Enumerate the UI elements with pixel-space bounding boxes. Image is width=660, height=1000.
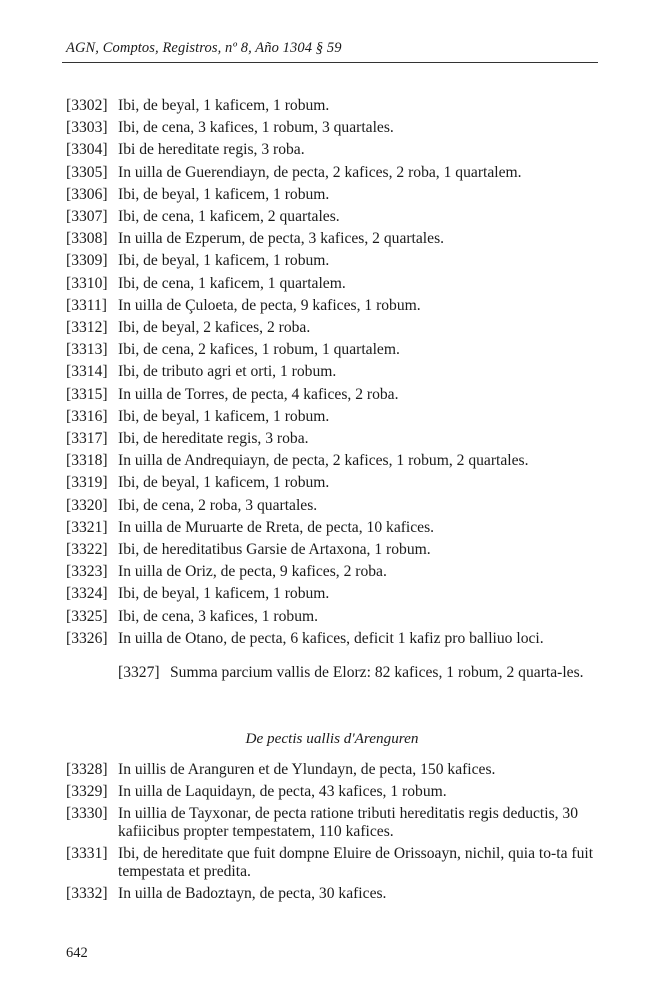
entry-number: [3322] — [66, 541, 108, 559]
entry-3302 — [66, 95, 606, 117]
entry-3309 — [66, 250, 606, 272]
entry-number: [3304] — [66, 141, 108, 159]
entry-text: In uilla de Çuloeta, de pecta, 9 kafices, 1 robum. — [118, 296, 421, 314]
entry-text: Ibi, de beyal, 1 kaficem, 1 robum. — [118, 185, 330, 203]
entry-number: [3326] — [66, 629, 108, 647]
entry-3332 — [66, 883, 606, 905]
entry-number: [3311] — [66, 296, 107, 314]
entry-number: [3316] — [66, 407, 108, 425]
entry-number: [3331] — [66, 845, 108, 863]
entry-3321 — [66, 517, 606, 539]
entry-text: Ibi, de cena, 3 kafices, 1 robum. — [118, 607, 319, 625]
entry-text: Ibi, de hereditate regis, 3 roba. — [118, 430, 309, 448]
entry-number: [3325] — [66, 607, 108, 625]
entry-3315 — [66, 384, 606, 406]
header-rule — [62, 62, 598, 63]
entry-3307 — [66, 206, 606, 228]
entry-3304 — [66, 139, 606, 161]
entry-3330 — [66, 803, 606, 843]
entry-text: In uilla de Laquidayn, de pecta, 43 kafices, 1 robum. — [118, 783, 447, 801]
running-head: AGN, Comptos, Registros, nº 8, Año 1304 § 59 — [66, 40, 342, 56]
entry-number: [3332] — [66, 885, 108, 903]
entry-text: Ibi, de tributo agri et orti, 1 robum. — [118, 363, 337, 381]
entry-3323 — [66, 561, 606, 583]
entry-3305 — [66, 162, 606, 184]
entry-3326 — [66, 628, 606, 650]
entry-number: [3319] — [66, 474, 108, 492]
entry-text: In uilla de Muruarte de Rreta, de pecta, 10 kafices. — [118, 518, 435, 536]
entry-text: Ibi, de cena, 1 kaficem, 1 quartalem. — [118, 274, 346, 292]
entry-number: [3313] — [66, 341, 108, 359]
entry-text: In uilla de Torres, de pecta, 4 kafices, 2 roba. — [118, 385, 399, 403]
section-heading: De pectis uallis d'Arenguren — [245, 730, 419, 747]
entry-number: [3324] — [66, 585, 108, 603]
entries-list-2 — [66, 759, 606, 906]
entry-number: [3323] — [66, 563, 108, 581]
entry-3310 — [66, 273, 606, 295]
entry-text: Ibi, de beyal, 1 kaficem, 1 robum. — [118, 585, 330, 603]
entry-text: In uilla de Otano, de pecta, 6 kafices, deficit 1 kafiz pro balliuo loci. — [118, 629, 544, 647]
entry-text: Ibi, de beyal, 2 kafices, 2 roba. — [118, 319, 311, 337]
entry-text: In uillia de Tayxonar, de pecta ratione tributi hereditatis regis deductis, 30 kafiicibus propter tempestatem, 110 kafices. — [118, 805, 579, 841]
entry-text: In uilla de Badoztayn, de pecta, 30 kafices. — [118, 885, 387, 903]
entry-number: [3328] — [66, 761, 108, 778]
entry-3329 — [66, 781, 606, 803]
entry-number: [3306] — [66, 185, 108, 203]
entry-text: Ibi de hereditate regis, 3 roba. — [118, 141, 305, 159]
entry-3313 — [66, 339, 606, 361]
entry-text: Ibi, de cena, 2 kafices, 1 robum, 1 quartalem. — [118, 341, 400, 359]
entry-number: [3314] — [66, 363, 108, 381]
entry-3308 — [66, 228, 606, 250]
entry-text: Ibi, de hereditate que fuit dompne Eluire de Orissoayn, nichil, quia to-ta fuit tempestata et predita. — [118, 845, 594, 881]
entry-3325 — [66, 606, 606, 628]
entry-3303 — [66, 117, 606, 139]
entry-text: Ibi, de hereditatibus Garsie de Artaxona, 1 robum. — [118, 541, 431, 559]
entry-number: [3308] — [66, 230, 108, 248]
entry-text: In uilla de Guerendiayn, de pecta, 2 kafices, 2 roba, 1 quartalem. — [118, 163, 522, 181]
summa-entry — [118, 664, 598, 683]
entry-number: [3302] — [66, 97, 108, 114]
entry-number: [3327] — [118, 664, 160, 681]
entry-3312 — [66, 317, 606, 339]
entry-3328 — [66, 759, 606, 781]
entry-3331 — [66, 843, 606, 883]
entry-text: Ibi, de beyal, 1 kaficem, 1 robum. — [118, 407, 330, 425]
entry-3324 — [66, 583, 606, 605]
entry-number: [3312] — [66, 319, 108, 337]
entry-text: Summa parcium vallis de Elorz: 82 kafices, 1 robum, 2 quarta-les. — [170, 664, 584, 681]
entry-3316 — [66, 406, 606, 428]
entry-text: In uilla de Oriz, de pecta, 9 kafices, 2 roba. — [118, 563, 387, 581]
entry-text: Ibi, de beyal, 1 kaficem, 1 robum. — [118, 252, 330, 270]
entry-text: Ibi, de cena, 3 kafices, 1 robum, 3 quartales. — [118, 119, 394, 137]
entry-3322 — [66, 539, 606, 561]
entry-text: Ibi, de beyal, 1 kaficem, 1 robum. — [118, 97, 330, 114]
entry-number: [3318] — [66, 452, 108, 470]
entry-number: [3317] — [66, 430, 108, 448]
page-number: 642 — [66, 945, 88, 961]
entry-text: Ibi, de cena, 1 kaficem, 2 quartales. — [118, 208, 340, 226]
entry-text: In uilla de Andrequiayn, de pecta, 2 kafices, 1 robum, 2 quartales. — [118, 452, 529, 470]
entry-number: [3303] — [66, 119, 108, 137]
entry-number: [3321] — [66, 518, 108, 536]
entry-3318 — [66, 450, 606, 472]
entry-text: Ibi, de cena, 2 roba, 3 quartales. — [118, 496, 318, 514]
entry-number: [3307] — [66, 208, 108, 226]
entry-3319 — [66, 472, 606, 494]
entry-number: [3330] — [66, 805, 108, 823]
entries-list-1 — [66, 95, 606, 650]
entry-text: In uillis de Aranguren et de Ylundayn, de pecta, 150 kafices. — [118, 761, 496, 778]
entry-number: [3329] — [66, 783, 108, 801]
entry-number: [3320] — [66, 496, 108, 514]
entry-text: In uilla de Ezperum, de pecta, 3 kafices, 2 quartales. — [118, 230, 445, 248]
entry-number: [3309] — [66, 252, 108, 270]
entry-3311 — [66, 295, 606, 317]
entry-3314 — [66, 361, 606, 383]
entry-text: Ibi, de beyal, 1 kaficem, 1 robum. — [118, 474, 330, 492]
entry-3320 — [66, 495, 606, 517]
entry-number: [3315] — [66, 385, 108, 403]
entry-3317 — [66, 428, 606, 450]
entry-number: [3305] — [66, 163, 108, 181]
entry-number: [3310] — [66, 274, 108, 292]
entry-3306 — [66, 184, 606, 206]
